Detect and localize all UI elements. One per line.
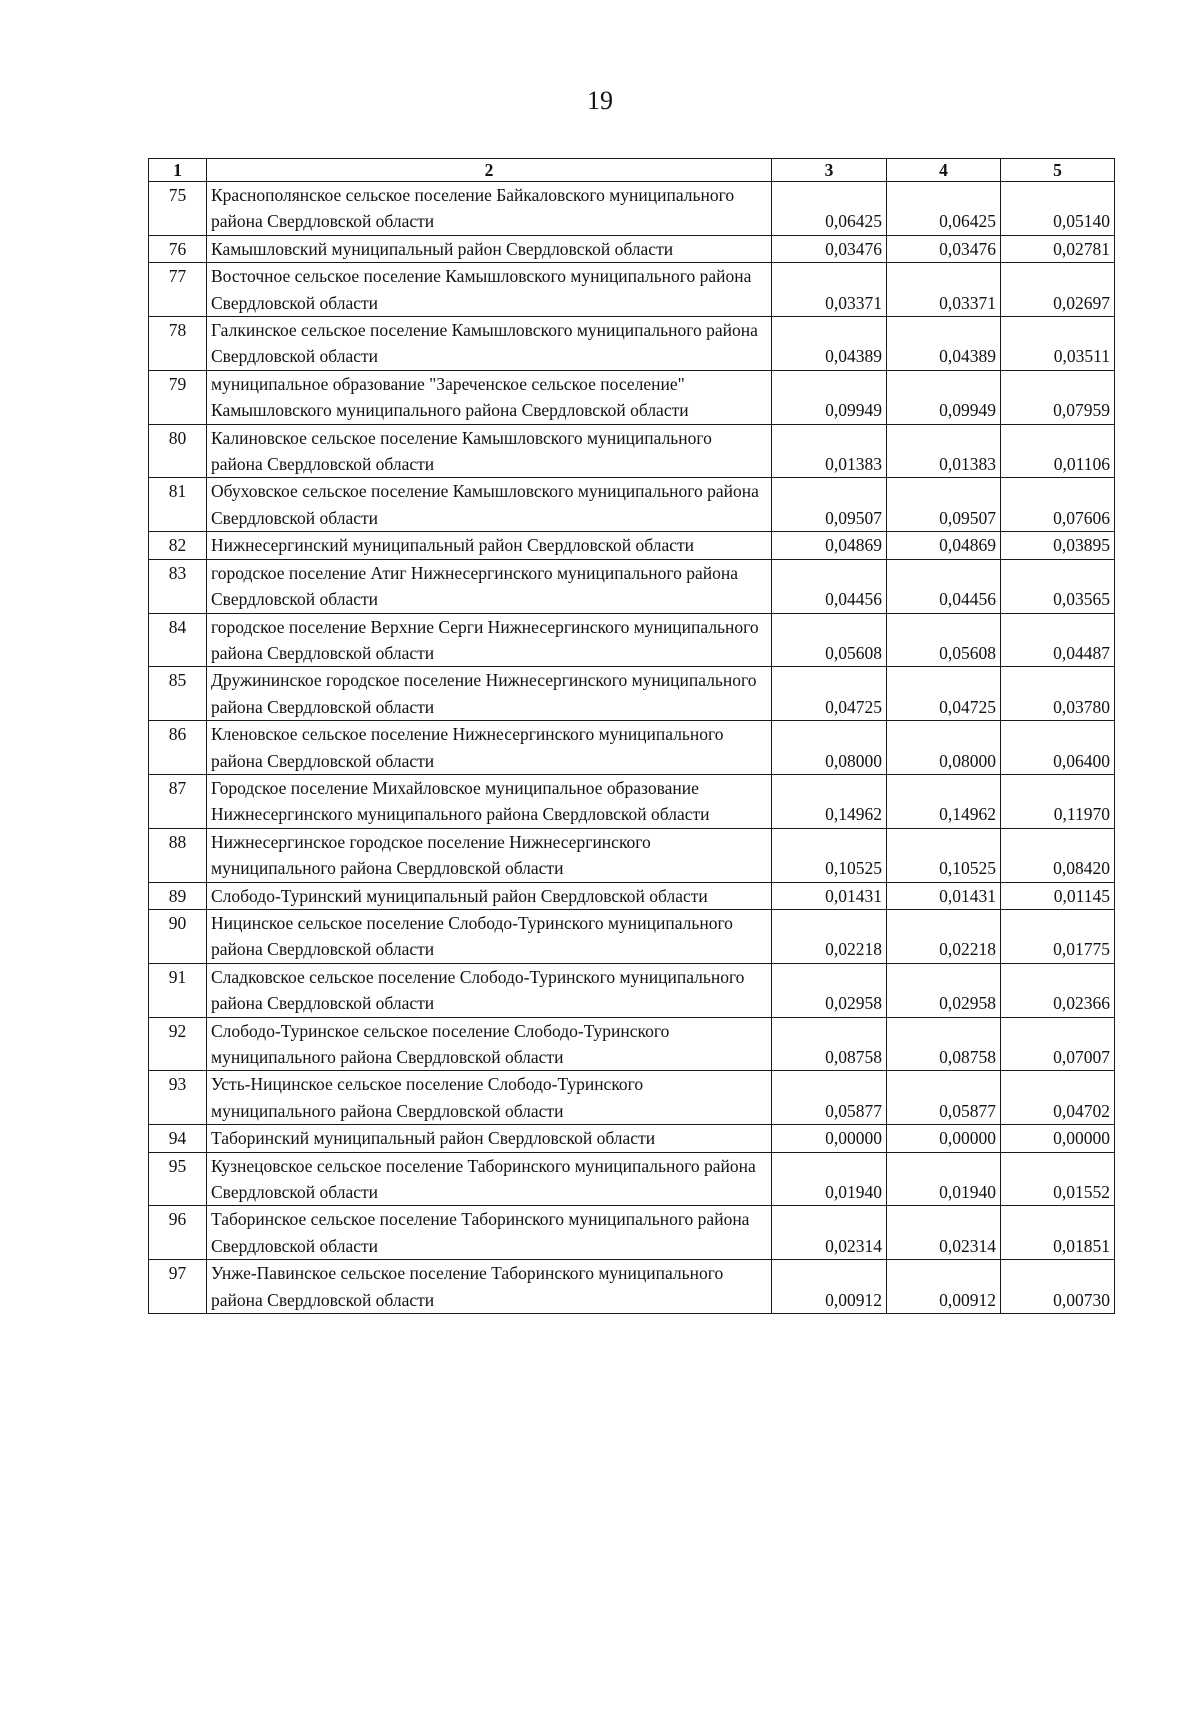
municipality-name: городское поселение Атиг Нижнесергинского муниципального района Свердловской области (207, 559, 772, 613)
table-row (149, 532, 1115, 559)
value-col-4: 0,00000 (887, 1125, 1001, 1152)
value-col-3: 0,08000 (772, 721, 887, 775)
table-row (149, 721, 1115, 775)
value-col-3: 0,00000 (772, 1125, 887, 1152)
row-number: 95 (149, 1152, 207, 1206)
value-col-4: 0,10525 (887, 828, 1001, 882)
value-col-4: 0,03476 (887, 235, 1001, 262)
value-col-5: 0,02366 (1001, 963, 1115, 1017)
row-number: 78 (149, 317, 207, 371)
municipality-name: Слободо-Туринский муниципальный район Свердловской области (207, 882, 772, 909)
value-col-4: 0,14962 (887, 774, 1001, 828)
municipality-name: Краснополянское сельское поселение Байкаловского муниципального района Свердловской области (207, 182, 772, 236)
table-row (149, 774, 1115, 828)
value-col-3: 0,10525 (772, 828, 887, 882)
table-row (149, 828, 1115, 882)
table-row (149, 1206, 1115, 1260)
value-col-5: 0,03895 (1001, 532, 1115, 559)
municipality-name: Камышловский муниципальный район Свердловской области (207, 235, 772, 262)
municipality-name: Нижнесергинское городское поселение Нижнесергинского муниципального района Свердловской области (207, 828, 772, 882)
column-header: 5 (1001, 159, 1115, 182)
municipality-name: Дружининское городское поселение Нижнесергинского муниципального района Свердловской области (207, 667, 772, 721)
municipality-name: Кузнецовское сельское поселение Таборинского муниципального района Свердловской области (207, 1152, 772, 1206)
value-col-3: 0,14962 (772, 774, 887, 828)
value-col-5: 0,02781 (1001, 235, 1115, 262)
municipality-name: Усть-Ницинское сельское поселение Слободо-Туринского муниципального района Свердловской области (207, 1071, 772, 1125)
table-row (149, 317, 1115, 371)
municipality-name: Слободо-Туринское сельское поселение Слободо-Туринского муниципального района Свердловской области (207, 1017, 772, 1071)
value-col-4: 0,01940 (887, 1152, 1001, 1206)
row-number: 91 (149, 963, 207, 1017)
municipality-name: Сладковское сельское поселение Слободо-Туринского муниципального района Свердловской области (207, 963, 772, 1017)
value-col-3: 0,01383 (772, 424, 887, 478)
value-col-5: 0,01775 (1001, 909, 1115, 963)
row-number: 86 (149, 721, 207, 775)
value-col-4: 0,04389 (887, 317, 1001, 371)
value-col-5: 0,01106 (1001, 424, 1115, 478)
municipality-name: Нижнесергинский муниципальный район Свердловской области (207, 532, 772, 559)
row-number: 88 (149, 828, 207, 882)
value-col-5: 0,03780 (1001, 667, 1115, 721)
row-number: 97 (149, 1260, 207, 1314)
value-col-5: 0,07007 (1001, 1017, 1115, 1071)
value-col-3: 0,02958 (772, 963, 887, 1017)
value-col-4: 0,09507 (887, 478, 1001, 532)
value-col-3: 0,02218 (772, 909, 887, 963)
value-col-3: 0,05608 (772, 613, 887, 667)
row-number: 82 (149, 532, 207, 559)
municipality-name: Унже-Павинское сельское поселение Таборинского муниципального района Свердловской области (207, 1260, 772, 1314)
municipality-name: Ницинское сельское поселение Слободо-Туринского муниципального района Свердловской области (207, 909, 772, 963)
table-row (149, 613, 1115, 667)
column-header: 1 (149, 159, 207, 182)
municipality-name: Калиновское сельское поселение Камышловского муниципального района Свердловской области (207, 424, 772, 478)
row-number: 89 (149, 882, 207, 909)
value-col-5: 0,03511 (1001, 317, 1115, 371)
municipality-name: Кленовское сельское поселение Нижнесергинского муниципального района Свердловской области (207, 721, 772, 775)
row-number: 85 (149, 667, 207, 721)
value-col-5: 0,07959 (1001, 370, 1115, 424)
value-col-3: 0,03476 (772, 235, 887, 262)
value-col-5: 0,01851 (1001, 1206, 1115, 1260)
row-number: 81 (149, 478, 207, 532)
value-col-4: 0,03371 (887, 263, 1001, 317)
value-col-5: 0,06400 (1001, 721, 1115, 775)
value-col-4: 0,02314 (887, 1206, 1001, 1260)
municipality-name: Городское поселение Михайловское муниципальное образование Нижнесергинского муниципального района Свердловской области (207, 774, 772, 828)
table-body (149, 182, 1115, 1314)
value-col-3: 0,04725 (772, 667, 887, 721)
table-row (149, 559, 1115, 613)
value-col-3: 0,04389 (772, 317, 887, 371)
column-header: 4 (887, 159, 1001, 182)
row-number: 83 (149, 559, 207, 613)
value-col-3: 0,09507 (772, 478, 887, 532)
value-col-5: 0,07606 (1001, 478, 1115, 532)
table-row (149, 370, 1115, 424)
value-col-5: 0,01552 (1001, 1152, 1115, 1206)
value-col-3: 0,05877 (772, 1071, 887, 1125)
value-col-5: 0,00730 (1001, 1260, 1115, 1314)
row-number: 84 (149, 613, 207, 667)
column-header: 2 (207, 159, 772, 182)
municipality-name: городское поселение Верхние Серги Нижнесергинского муниципального района Свердловской области (207, 613, 772, 667)
table-row (149, 1260, 1115, 1314)
value-col-3: 0,08758 (772, 1017, 887, 1071)
value-col-3: 0,00912 (772, 1260, 887, 1314)
value-col-4: 0,02958 (887, 963, 1001, 1017)
value-col-4: 0,04456 (887, 559, 1001, 613)
table-row (149, 1017, 1115, 1071)
value-col-5: 0,11970 (1001, 774, 1115, 828)
value-col-4: 0,04869 (887, 532, 1001, 559)
row-number: 76 (149, 235, 207, 262)
row-number: 94 (149, 1125, 207, 1152)
municipality-name: Обуховское сельское поселение Камышловского муниципального района Свердловской области (207, 478, 772, 532)
header-row (149, 159, 1115, 182)
value-col-4: 0,02218 (887, 909, 1001, 963)
value-col-3: 0,04869 (772, 532, 887, 559)
value-col-4: 0,04725 (887, 667, 1001, 721)
value-col-5: 0,04702 (1001, 1071, 1115, 1125)
value-col-5: 0,08420 (1001, 828, 1115, 882)
value-col-4: 0,08000 (887, 721, 1001, 775)
row-number: 77 (149, 263, 207, 317)
table-row (149, 909, 1115, 963)
value-col-5: 0,01145 (1001, 882, 1115, 909)
table-row (149, 263, 1115, 317)
value-col-4: 0,01383 (887, 424, 1001, 478)
value-col-4: 0,01431 (887, 882, 1001, 909)
municipality-name: Восточное сельское поселение Камышловского муниципального района Свердловской области (207, 263, 772, 317)
value-col-3: 0,02314 (772, 1206, 887, 1260)
value-col-3: 0,01940 (772, 1152, 887, 1206)
value-col-4: 0,05608 (887, 613, 1001, 667)
value-col-3: 0,09949 (772, 370, 887, 424)
value-col-5: 0,04487 (1001, 613, 1115, 667)
value-col-5: 0,02697 (1001, 263, 1115, 317)
value-col-5: 0,05140 (1001, 182, 1115, 236)
row-number: 96 (149, 1206, 207, 1260)
table-row (149, 424, 1115, 478)
row-number: 90 (149, 909, 207, 963)
value-col-4: 0,09949 (887, 370, 1001, 424)
page-number: 19 (587, 86, 613, 115)
value-col-4: 0,08758 (887, 1017, 1001, 1071)
table-row (149, 182, 1115, 236)
row-number: 80 (149, 424, 207, 478)
value-col-3: 0,06425 (772, 182, 887, 236)
value-col-4: 0,05877 (887, 1071, 1001, 1125)
value-col-3: 0,03371 (772, 263, 887, 317)
value-col-4: 0,06425 (887, 182, 1001, 236)
table-row (149, 478, 1115, 532)
table-row (149, 667, 1115, 721)
row-number: 87 (149, 774, 207, 828)
value-col-3: 0,01431 (772, 882, 887, 909)
municipality-name: Таборинское сельское поселение Таборинского муниципального района Свердловской области (207, 1206, 772, 1260)
value-col-5: 0,00000 (1001, 1125, 1115, 1152)
table-row (149, 1125, 1115, 1152)
municipality-name: Галкинское сельское поселение Камышловского муниципального района Свердловской области (207, 317, 772, 371)
table-row (149, 235, 1115, 262)
value-col-5: 0,03565 (1001, 559, 1115, 613)
row-number: 79 (149, 370, 207, 424)
row-number: 92 (149, 1017, 207, 1071)
data-table (148, 158, 1115, 1314)
value-col-3: 0,04456 (772, 559, 887, 613)
municipality-name: муниципальное образование "Зареченское сельское поселение" Камышловского муниципального района Свердловской области (207, 370, 772, 424)
row-number: 93 (149, 1071, 207, 1125)
table-row (149, 1152, 1115, 1206)
value-col-4: 0,00912 (887, 1260, 1001, 1314)
row-number: 75 (149, 182, 207, 236)
table-row (149, 882, 1115, 909)
table-row (149, 963, 1115, 1017)
column-header: 3 (772, 159, 887, 182)
table-row (149, 1071, 1115, 1125)
municipality-name: Таборинский муниципальный район Свердловской области (207, 1125, 772, 1152)
